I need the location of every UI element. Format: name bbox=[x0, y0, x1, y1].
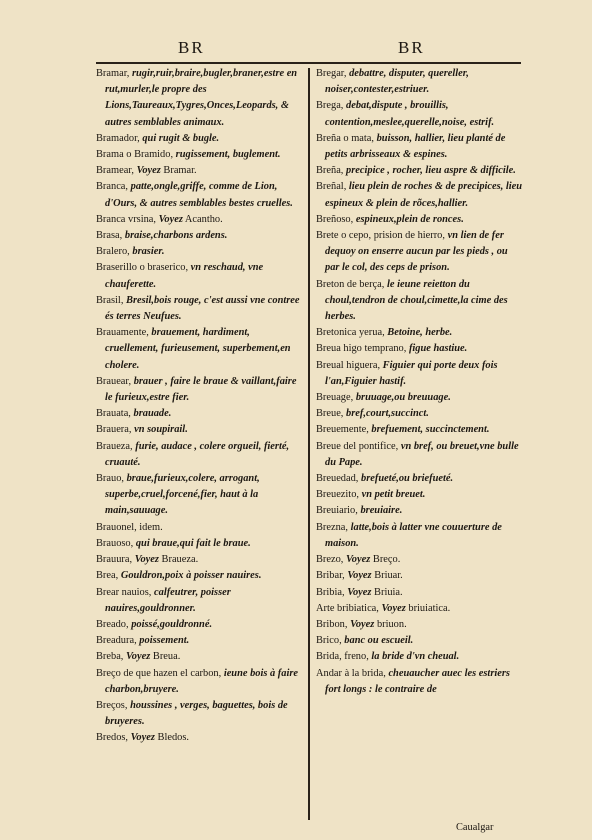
entry-definition: calfeutrer, poisser nauires,gouldronner. bbox=[105, 586, 231, 614]
entry-definition: Voyez bbox=[347, 570, 372, 582]
entry-definition: Betoine, herbe. bbox=[387, 327, 453, 339]
entry-definition: Gouldron,poix à poisser nauires. bbox=[120, 570, 262, 582]
entry-headword: Brezna, bbox=[316, 521, 349, 533]
entry-headword: Breñal, bbox=[316, 181, 347, 193]
entry-definition: brefuement, succinctement. bbox=[371, 424, 490, 436]
entry-headword: Breña o mata, bbox=[316, 132, 374, 144]
entry-reference: Bramar. bbox=[163, 165, 197, 177]
entry-definition: bruuage,ou breuuage. bbox=[355, 392, 451, 404]
entry-definition: espineux,plein de ronces. bbox=[355, 213, 464, 225]
entry-reference: briuon. bbox=[376, 618, 407, 630]
entry-definition: debat,dispute , brouillis, contention,meslee,querelle,noise, estrif. bbox=[325, 100, 495, 128]
dictionary-entry bbox=[96, 585, 304, 617]
entry-reference: Acantho. bbox=[184, 213, 223, 225]
entry-headword: Breuedad, bbox=[316, 473, 359, 485]
entry-definition: Voyez bbox=[126, 651, 151, 663]
entry-reference: Braueza. bbox=[161, 554, 199, 566]
entry-definition: cheuaucher auec les estriers fort longs : le contraire de bbox=[325, 667, 510, 695]
entry-definition: Voyez bbox=[381, 602, 406, 614]
entry-definition: houssines , verges, baguettes, bois de bruyeres. bbox=[105, 699, 288, 728]
entry-headword: Brauura, bbox=[96, 554, 133, 566]
entry-definition: figue hastiue. bbox=[408, 343, 468, 355]
entry-definition: le ieune reietton du choul,tendron de choul,cimette,la cime des herbes. bbox=[325, 278, 508, 323]
entry-headword: Brama o Bramido, bbox=[96, 149, 174, 161]
entry-headword: Breuiario, bbox=[316, 505, 358, 517]
dictionary-entry bbox=[96, 163, 304, 179]
entry-headword: Breua higo temprano, bbox=[316, 343, 407, 355]
entry-headword: Bribon, bbox=[316, 618, 348, 630]
entry-headword: Bribar, bbox=[316, 570, 345, 582]
entry-definition: ieune bois à faire charbon,bruyere. bbox=[105, 667, 298, 695]
dictionary-entry bbox=[96, 228, 304, 244]
right-column bbox=[316, 66, 524, 698]
entry-reference: briuiatica. bbox=[408, 602, 451, 614]
entry-headword: Breuemente, bbox=[316, 424, 369, 436]
entry-definition: brefueté,ou briefueté. bbox=[361, 473, 454, 485]
entry-headword: Breço de que hazen el carbon, bbox=[96, 667, 222, 679]
dictionary-entry bbox=[96, 260, 304, 292]
entry-definition: banc ou escueil. bbox=[344, 635, 414, 647]
entry-headword: Breual higuera, bbox=[316, 359, 381, 371]
entry-headword: Bramador, bbox=[96, 132, 140, 144]
dictionary-entry bbox=[96, 293, 304, 325]
entry-headword: Branca vrsina, bbox=[96, 213, 157, 225]
entry-headword: Arte bribiatica, bbox=[316, 602, 379, 614]
entry-headword: Andar à la brida, bbox=[316, 667, 386, 679]
entry-definition: Voyez bbox=[136, 165, 161, 177]
dictionary-entry bbox=[316, 617, 524, 633]
entry-definition: qui rugit & bugle. bbox=[142, 132, 220, 144]
entry-headword: Brete o cepo, prision de hierro, bbox=[316, 230, 445, 242]
dictionary-entry bbox=[316, 568, 524, 584]
entry-headword: Bredos, bbox=[96, 732, 129, 744]
entry-headword: Breuezito, bbox=[316, 489, 359, 501]
entry-definition: rugissement, buglement. bbox=[175, 149, 281, 161]
dictionary-entry bbox=[96, 131, 304, 147]
entry-definition: bref,court,succinct. bbox=[346, 408, 429, 420]
dictionary-entry bbox=[316, 552, 524, 568]
dictionary-entry bbox=[316, 228, 524, 277]
entry-headword: Brega, bbox=[316, 100, 344, 112]
entry-definition: furie, audace , colere orgueil, fierté, cruauté. bbox=[105, 440, 290, 468]
entry-headword: Brauata, bbox=[96, 408, 131, 420]
dictionary-entry bbox=[96, 212, 304, 228]
entry-headword: Brauoso, bbox=[96, 537, 134, 549]
catchword: Caualgar bbox=[456, 822, 494, 833]
dictionary-entry bbox=[96, 520, 304, 536]
entry-headword: Breba, bbox=[96, 651, 124, 663]
entry-definition: braise,charbons ardens. bbox=[124, 230, 228, 242]
entry-headword: Bramar, bbox=[96, 68, 130, 79]
dictionary-entry bbox=[96, 66, 304, 131]
running-head bbox=[0, 38, 592, 60]
entry-definition: Voyez bbox=[350, 618, 375, 630]
entry-headword: Breue, bbox=[316, 408, 344, 420]
dictionary-entry bbox=[96, 568, 304, 584]
entry-definition: precipice , rocher, lieu aspre & difficile. bbox=[346, 165, 516, 177]
entry-headword: Brico, bbox=[316, 635, 342, 647]
running-head-left: BR bbox=[178, 38, 205, 57]
entry-headword: Brauonel, bbox=[96, 521, 137, 533]
entry-definition: Voyez bbox=[158, 213, 183, 225]
entry-headword: Breadura, bbox=[96, 635, 137, 647]
dictionary-entry bbox=[96, 374, 304, 406]
entry-definition: vn bref, ou breuet,vne bulle du Pape. bbox=[325, 440, 519, 468]
entry-headword: Breña, bbox=[316, 165, 344, 177]
header-rule bbox=[96, 62, 521, 64]
entry-definition: Voyez bbox=[346, 554, 371, 566]
dictionary-entry bbox=[96, 649, 304, 665]
entry-headword: Bribia, bbox=[316, 586, 345, 598]
dictionary-entry bbox=[316, 212, 524, 228]
dictionary-entry bbox=[316, 666, 524, 698]
dictionary-entry bbox=[316, 277, 524, 326]
entry-definition: vn reschaud, vne chauferette. bbox=[105, 262, 264, 290]
entry-headword: Breton de berça, bbox=[316, 278, 385, 290]
dictionary-entry bbox=[316, 325, 524, 341]
entry-headword: Bramear, bbox=[96, 165, 134, 177]
entry-reference: Breço. bbox=[372, 554, 401, 566]
dictionary-entry bbox=[96, 244, 304, 260]
dictionary-entry bbox=[316, 422, 524, 438]
entry-reference: Breua. bbox=[152, 651, 181, 663]
entry-definition: debattre, disputer, quereller, noiser,contester,estriuer. bbox=[325, 68, 469, 96]
entry-definition: vn lien de fer dequoy on enserre aucun par les pieds , ou par le col, des ceps de prison. bbox=[325, 230, 508, 274]
entry-definition: braue,furieux,colere, arrogant, superbe,cruel,forcené,fier, haut à la main,sauuage. bbox=[105, 473, 260, 517]
dictionary-entry bbox=[316, 520, 524, 552]
entry-definition: lieu plein de roches & de precipices, lieu espineux & plein de rõces,hallier. bbox=[325, 181, 523, 209]
dictionary-entry bbox=[316, 98, 524, 130]
entry-definition: Voyez bbox=[134, 554, 159, 566]
entry-reference: Bledos. bbox=[157, 732, 189, 744]
entry-headword: Breços, bbox=[96, 699, 128, 711]
dictionary-entry bbox=[316, 341, 524, 357]
dictionary-entry bbox=[96, 439, 304, 471]
entry-definition: vn petit breuet. bbox=[361, 489, 426, 501]
entry-headword: Brauamente, bbox=[96, 327, 149, 339]
column-rule bbox=[308, 68, 310, 820]
entry-reference: Briuar. bbox=[374, 570, 403, 582]
entry-reference: idem. bbox=[139, 521, 163, 533]
entry-reference: Briuia. bbox=[374, 586, 403, 598]
dictionary-entry bbox=[316, 633, 524, 649]
dictionary-entry bbox=[96, 422, 304, 438]
entry-definition: qui braue,qui fait le braue. bbox=[135, 537, 251, 549]
dictionary-entry bbox=[316, 131, 524, 163]
entry-headword: Brasa, bbox=[96, 230, 123, 242]
entry-definition: Voyez bbox=[347, 586, 372, 598]
dictionary-entry bbox=[96, 471, 304, 520]
entry-headword: Brea, bbox=[96, 570, 119, 582]
entry-headword: Brezo, bbox=[316, 554, 344, 566]
dictionary-entry bbox=[96, 179, 304, 211]
entry-headword: Bretonica yerua, bbox=[316, 327, 385, 339]
entry-headword: Branca, bbox=[96, 181, 129, 193]
dictionary-entry bbox=[316, 358, 524, 390]
entry-headword: Brauera, bbox=[96, 424, 132, 436]
entry-definition: rugir,ruir,braire,bugler,braner,estre en rut,murler,le propre des Lions,Taureaux,Tygres,Onces,Leopards, & autres semblables animaux. bbox=[105, 68, 298, 128]
entry-definition: brauade. bbox=[133, 408, 172, 420]
dictionary-entry bbox=[316, 406, 524, 422]
entry-headword: Breñoso, bbox=[316, 213, 354, 225]
entry-definition: la bride d'vn cheual. bbox=[371, 651, 460, 663]
entry-definition: latte,bois à latter vne couuerture de maison. bbox=[325, 521, 502, 549]
dictionary-entry bbox=[316, 585, 524, 601]
entry-definition: patte,ongle,griffe, comme de Lion, d'Ours, & autres semblables bestes cruelles. bbox=[105, 181, 293, 209]
dictionary-entry bbox=[316, 487, 524, 503]
entry-headword: Brear nauios, bbox=[96, 586, 152, 598]
entry-headword: Brauo, bbox=[96, 473, 124, 485]
dictionary-entry bbox=[316, 439, 524, 471]
entry-headword: Braueza, bbox=[96, 440, 133, 452]
dictionary-entry bbox=[96, 633, 304, 649]
entry-definition: brasier. bbox=[132, 246, 165, 258]
dictionary-entry bbox=[316, 66, 524, 98]
entry-definition: Voyez bbox=[130, 732, 155, 744]
dictionary-entry bbox=[316, 179, 524, 211]
entry-definition: brauement, hardiment, cruellement, furieusement, superbement,en cholere. bbox=[105, 327, 291, 371]
dictionary-entry bbox=[316, 503, 524, 519]
entry-definition: buisson, hallier, lieu planté de petits arbrisseaux & espines. bbox=[325, 132, 506, 161]
entry-definition: Bresil,bois rouge, c'est aussi vne contree és terres Neufues. bbox=[105, 294, 300, 323]
dictionary-entry bbox=[96, 325, 304, 374]
entry-headword: Brasil, bbox=[96, 294, 124, 306]
dictionary-entry bbox=[316, 163, 524, 179]
dictionary-entry bbox=[96, 617, 304, 633]
dictionary-entry bbox=[316, 601, 524, 617]
left-column bbox=[96, 66, 304, 747]
dictionary-entry bbox=[96, 666, 304, 698]
dictionary-entry bbox=[316, 649, 524, 665]
entry-definition: brauer , faire le braue & vaillant,faire le furieux,estre fier. bbox=[105, 375, 297, 404]
entry-definition: breuiaire. bbox=[360, 505, 403, 517]
running-head-right: BR bbox=[398, 38, 425, 57]
entry-definition: poissement. bbox=[139, 635, 190, 647]
dictionary-entry bbox=[96, 552, 304, 568]
entry-definition: vn soupirail. bbox=[134, 424, 188, 436]
entry-headword: Breado, bbox=[96, 618, 129, 630]
dictionary-entry bbox=[96, 730, 304, 746]
entry-headword: Bregar, bbox=[316, 68, 347, 79]
entry-definition: Figuier qui porte deux fois l'an,Figuier hastif. bbox=[325, 359, 498, 387]
entry-headword: Breuage, bbox=[316, 392, 354, 404]
dictionary-entry bbox=[96, 698, 304, 730]
entry-headword: Breue del pontifice, bbox=[316, 440, 399, 452]
dictionary-entry bbox=[96, 536, 304, 552]
dictionary-entry bbox=[316, 390, 524, 406]
entry-headword: Brauear, bbox=[96, 375, 132, 387]
entry-definition: poissé,gouldronné. bbox=[131, 618, 213, 630]
entry-headword: Braserillo o braserico, bbox=[96, 262, 189, 274]
dictionary-entry bbox=[96, 406, 304, 422]
entry-headword: Bralero, bbox=[96, 246, 130, 258]
dictionary-entry bbox=[316, 471, 524, 487]
dictionary-entry bbox=[96, 147, 304, 163]
entry-headword: Brida, freno, bbox=[316, 651, 369, 663]
